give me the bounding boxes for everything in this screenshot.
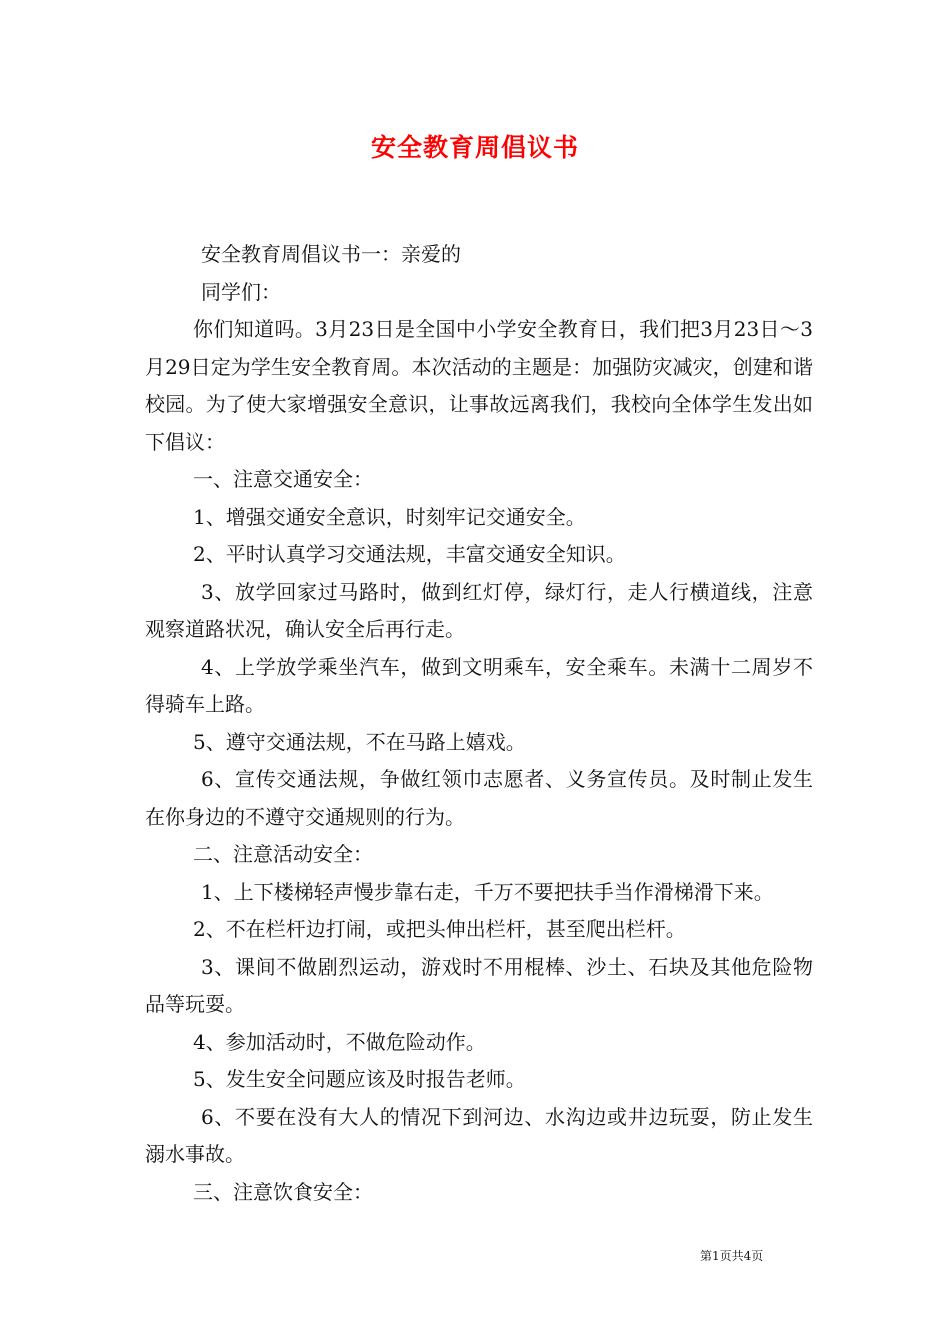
- list-item: 6、不要在没有大人的情况下到河边、水沟边或井边玩耍，防止发生溺水事故。: [145, 1104, 813, 1166]
- page-number: 第1页共4页: [700, 1249, 764, 1263]
- list-item: 6、宣传交通法规，争做红领巾志愿者、义务宣传员。及时制止发生在你身边的不遵守交通规则的行为。: [145, 767, 813, 829]
- list-item: 4、参加活动时，不做危险动作。: [193, 1029, 486, 1054]
- list-item: 1、增强交通安全意识，时刻牢记交通安全。: [193, 504, 586, 529]
- list-item: 1、上下楼梯轻声慢步靠右走，千万不要把扶手当作滑梯滑下来。: [201, 879, 774, 904]
- section-heading-food: 三、注意饮食安全：: [193, 1179, 373, 1204]
- list-item: 2、不在栏杆边打闹，或把头伸出栏杆，甚至爬出栏杆。: [193, 917, 686, 941]
- list-item: 3、课间不做剧烈运动，游戏时不用棍棒、沙土、石块及其他危险物品等玩耍。: [145, 954, 813, 1016]
- document-title: 安全教育周倡议书: [370, 133, 579, 162]
- list-item: 3、放学回家过马路时，做到红灯停，绿灯行，走人行横道线，注意观察道路状况，确认安全后再行走。: [145, 579, 813, 641]
- section-heading-activity: 二、注意活动安全：: [193, 842, 373, 866]
- list-item: 2、平时认真学习交通法规，丰富交通安全知识。: [193, 542, 626, 566]
- paragraph-salutation: 同学们：: [201, 279, 281, 304]
- section-heading-traffic: 一、注意交通安全：: [193, 467, 373, 491]
- document-body: [145, 236, 813, 1211]
- list-item: 5、发生安全问题应该及时报告老师。: [193, 1067, 526, 1091]
- paragraph-intro: 安全教育周倡议书一：亲爱的: [201, 242, 461, 266]
- list-item: 5、遵守交通法规，不在马路上嬉戏。: [193, 729, 526, 754]
- paragraph-main: 你们知道吗。3月23日是全国中小学安全教育日，我们把3月23日～3月29日定为学生安全教育周。本次活动的主题是：加强防灾减灾，创建和谐校园。为了使大家增强安全意识，让事故远离我们，我校向全体学生发出如下倡议：: [145, 317, 813, 454]
- list-item: 4、上学放学乘坐汽车，做到文明乘车，安全乘车。未满十二周岁不得骑车上路。: [145, 654, 813, 716]
